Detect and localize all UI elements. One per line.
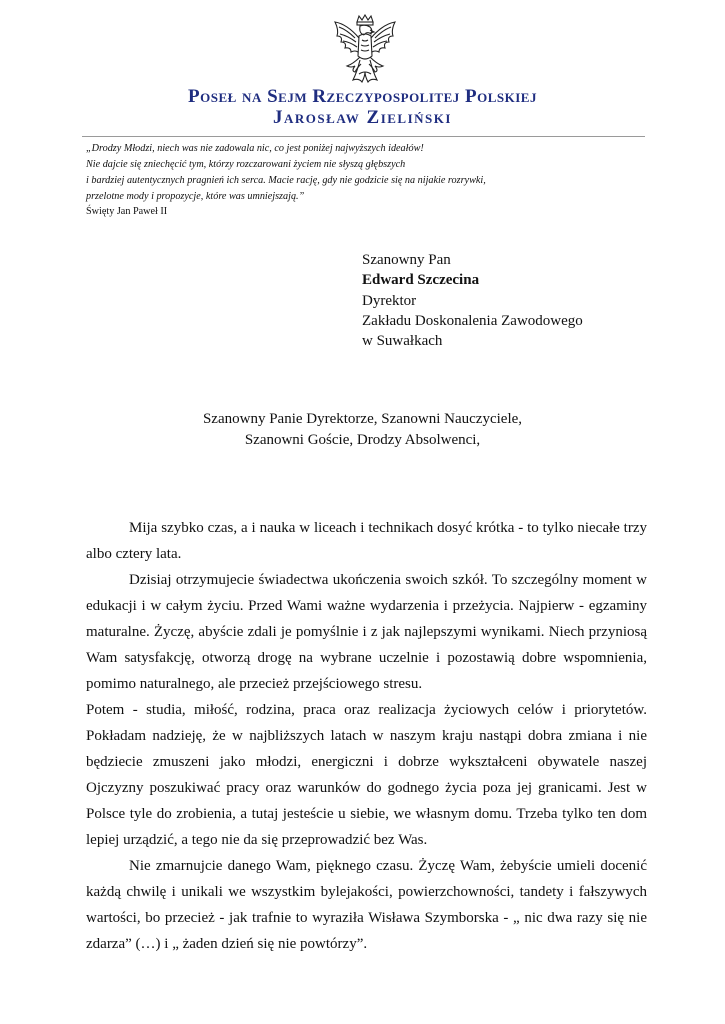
salutation-line: Szanowny Panie Dyrektorze, Szanowni Nauczyciele, xyxy=(202,411,523,427)
recipient-address xyxy=(362,250,583,351)
quote-author: Święty Jan Paweł II xyxy=(86,206,168,217)
motto-quote xyxy=(86,141,486,205)
letter-body xyxy=(86,515,647,957)
header-divider xyxy=(82,136,645,137)
salutation xyxy=(0,409,725,450)
body-paragraph: Mija szybko czas, a i nauka w liceach i technikach dosyć krótka - to tylko niecałe trzy albo cztery lata. xyxy=(86,520,647,562)
recipient-name: Edward Szczecina xyxy=(362,272,480,289)
body-paragraph: Potem - studia, miłość, rodzina, praca oraz realizacja życiowych celów i priorytetów. Pokładam nadzieję, że w najbliższych latach w naszym kraju nastąpi dobra zmiana i nie będziecie zmuszeni jako młodzi, energiczni i dobrze wykształceni obywatele naszej Ojczyzny poszukiwać pracy oraz warunków do godnego życia poza jej granicami. Jest w Polsce tyle do zrobienia, a tutaj jesteście u siebie, we własnym domu. Trzeba tylko ten dom lepiej urządzić, a tego nie da się przeprowadzić bez Was. xyxy=(86,702,647,848)
recipient-city: w Suwałkach xyxy=(362,333,443,350)
body-paragraph: Dzisiaj otrzymujecie świadectwa ukończenia swoich szkół. To szczególny moment w edukacji i w całym życiu. Przed Wami ważne wydarzenia i przeżycia. Najpierw - egzaminy maturalne. Życzę, abyście zdali je pomyślnie i z jak najlepszymi wynikami. Niech przyniosą Wam satysfakcję, otworzą drogę na wybrane uczelnie i pozostawią dobre wspomnienia, pomimo naturalnego, ale przecież przejściowego stresu. xyxy=(86,572,647,692)
salutation-line: Szanowni Goście, Drodzy Absolwenci, xyxy=(244,431,481,448)
polish-eagle-emblem-icon xyxy=(329,14,401,92)
recipient-institution: Zakładu Doskonalenia Zawodowego xyxy=(362,312,583,329)
header-title: Poseł na Sejm Rzeczypospolitej Polskiej xyxy=(188,86,537,107)
quote-line: „Drodzy Młodzi, niech was nie zadowala nic, co jest poniżej najwyższych ideałów! xyxy=(86,143,424,154)
recipient-greeting: Szanowny Pan xyxy=(362,252,451,268)
recipient-title: Dyrektor xyxy=(362,292,417,309)
quote-line: i bardziej autentycznych pragnień ich serca. Macie rację, gdy nie godzicie się na nijakie rozrywki, xyxy=(86,175,486,186)
body-paragraph: Nie zmarnujcie danego Wam, pięknego czasu. Życzę Wam, żebyście umieli docenić każdą chwilę i unikali we wszystkim bylejakości, powierzchowności, tandety i fałszywych wartości, bo przecież - jak trafnie to wyraziła Wisława Szymborska - „ nic dwa razy się nie zdarza” (…) i „ żaden dzień się nie powtórzy”. xyxy=(86,858,647,952)
quote-line: Nie dajcie się zniechęcić tym, którzy rozczarowani życiem nie słyszą głębszych xyxy=(86,159,406,170)
quote-line: przelotne mody i propozycje, które was umniejszają.” xyxy=(86,191,305,202)
header-name: Jarosław Zieliński xyxy=(273,107,452,128)
